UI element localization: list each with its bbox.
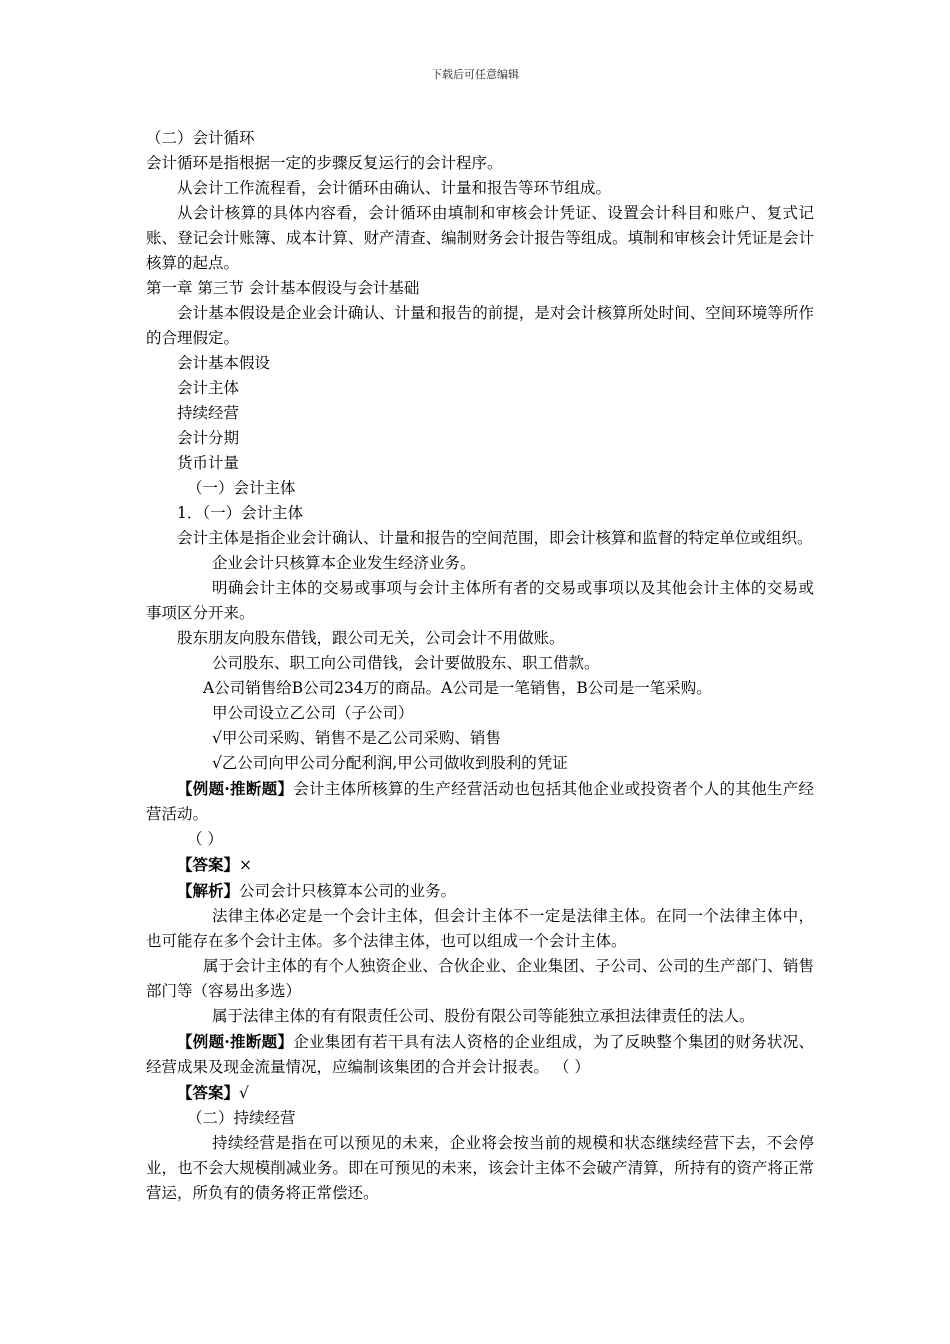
analysis-label: 【解析】 (177, 881, 240, 900)
paragraph: 属于会计主体的有个人独资企业、合伙企业、企业集团、子公司、公司的生产部门、销售部门等（容易出多选） (146, 957, 814, 1000)
paragraph: 公司股东、职工向公司借钱，会计要做股东、职工借款。 (212, 654, 600, 672)
paragraph: 从会计工作流程看，会计循环由确认、计量和报告等环节组成。 (177, 179, 612, 197)
example-question (146, 776, 814, 827)
example-text: 会计主体所核算的生产经营活动也包括其他企业或投资者个人的其他生产经营活动。 (146, 780, 814, 823)
example-question (146, 1029, 814, 1080)
paragraph: 企业会计只核算本企业发生经济业务。 (212, 554, 476, 572)
paragraph: 甲公司设立乙公司（子公司） (212, 704, 414, 722)
section-heading: （二）持续经营 (187, 1109, 296, 1127)
answer-value: × (239, 856, 253, 874)
paragraph: A公司销售给B公司234万的商品。A公司是一笔销售，B公司是一笔采购。 (203, 679, 712, 697)
answer-label: 【答案】 (177, 1083, 240, 1102)
list-item: 会计基本假设 (177, 354, 271, 372)
paragraph: 明确会计主体的交易或事项与会计主体所有者的交易或事项以及其他会计主体的交易或事项区分开来。 (146, 579, 814, 622)
list-item: 会计主体 (177, 379, 240, 397)
list-item: 会计分期 (177, 429, 240, 447)
paragraph: 会计主体是指企业会计确认、计量和报告的空间范围，即会计核算和监督的特定单位或组织。 (177, 529, 813, 547)
example-label: 【例题·推断题】 (177, 1032, 294, 1051)
page-header: 下载后可任意编辑 (431, 68, 519, 81)
answer-line (146, 1080, 814, 1106)
section-heading: 1．（一）会计主体 (177, 504, 304, 522)
answer-blank: （ ） (187, 830, 223, 848)
paragraph: √甲公司采购、销售不是乙公司采购、销售 (212, 729, 501, 747)
section-heading: （二）会计循环 (146, 129, 255, 147)
list-item: 货币计量 (177, 454, 240, 472)
paragraph: 会计基本假设是企业会计确认、计量和报告的前提，是对会计核算所处时间、空间环境等所作的合理假定。 (146, 304, 814, 347)
example-label: 【例题·推断题】 (177, 779, 294, 798)
paragraph: √乙公司向甲公司分配利润,甲公司做收到股利的凭证 (212, 754, 568, 772)
paragraph: 持续经营是指在可以预见的未来，企业将会按当前的规模和状态继续经营下去，不会停业，也不会大规模削减业务。即在可预见的未来，该会计主体不会破产清算，所持有的资产将正常营运，所负有的债务将正常偿还。 (146, 1134, 814, 1202)
document-body (146, 126, 814, 1206)
chapter-heading: 第一章 第三节 会计基本假设与会计基础 (146, 279, 420, 297)
paragraph: 股东朋友向股东借钱，跟公司无关，公司会计不用做账。 (177, 629, 565, 647)
section-heading: （一）会计主体 (187, 479, 296, 497)
paragraph: 会计循环是指根据一定的步骤反复运行的会计程序。 (146, 154, 503, 172)
answer-label: 【答案】 (177, 855, 240, 874)
answer-line (146, 852, 814, 878)
analysis-text: 公司会计只核算本公司的业务。 (239, 882, 457, 900)
analysis-line (146, 878, 814, 904)
paragraph: 从会计核算的具体内容看，会计循环由填制和审核会计凭证、设置会计科目和账户、复式记账、登记会计账簿、成本计算、财产清查、编制财务会计报告等组成。填制和审核会计凭证是会计核算的起点。 (146, 204, 814, 272)
paragraph: 属于法律主体的有有限责任公司、股份有限公司等能独立承担法律责任的法人。 (212, 1007, 755, 1025)
paragraph: 法律主体必定是一个会计主体，但会计主体不一定是法律主体。在同一个法律主体中，也可能存在多个会计主体。多个法律主体，也可以组成一个会计主体。 (146, 907, 814, 950)
example-text: 企业集团有若干具有法人资格的企业组成，为了反映整个集团的财务状况、经营成果及现金流量情况，应编制该集团的合并会计报表。 （ ） (146, 1033, 814, 1076)
list-item: 持续经营 (177, 404, 240, 422)
answer-value: √ (239, 1084, 249, 1102)
